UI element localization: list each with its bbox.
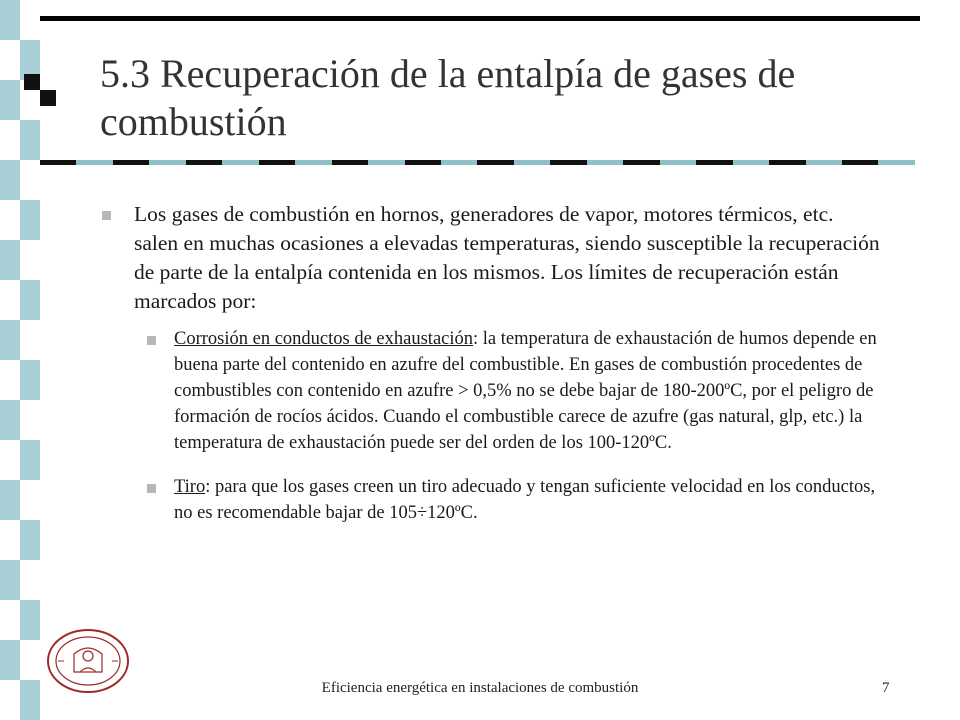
slide-content [100, 200, 880, 526]
divider-dash [878, 160, 914, 165]
divider-dash [733, 160, 769, 165]
divider-dash [769, 160, 805, 165]
page-number: 7 [882, 680, 890, 696]
divider-dash [405, 160, 441, 165]
strip-cell [0, 0, 40, 40]
divider-dash [587, 160, 623, 165]
strip-cell [0, 640, 40, 680]
divider-dash [259, 160, 295, 165]
sub-bullet-text: : la temperatura de exhaustación de humos depende en buena parte del contenido en azufre del combustible. En gases de combustión procedentes de combustibles con contenido en azufre > 0,5% no se debe bajar de 180-200ºC, por el peligro de formación de rocíos ácidos. Cuando el combustible carece de azufre (gas natural, glp, etc.) la temperatura de exhaustación puede ser del orden de los 100-120ºC. [174, 329, 877, 453]
divider-dash [222, 160, 258, 165]
divider-dash [696, 160, 732, 165]
divider-dash [149, 160, 185, 165]
divider-dash [514, 160, 550, 165]
strip-cell [0, 600, 40, 640]
strip-cell [0, 440, 40, 480]
sub-bullet-tiro [174, 474, 880, 526]
divider-dash [842, 160, 878, 165]
strip-cell [0, 200, 40, 240]
divider-dash [477, 160, 513, 165]
divider-dash [113, 160, 149, 165]
footer-title: Eficiencia energética en instalaciones de combustión [321, 680, 639, 696]
divider-dash [806, 160, 842, 165]
divider-dash [441, 160, 477, 165]
strip-cell [0, 400, 40, 440]
divider-dash [186, 160, 222, 165]
sub-bullet-term: Tiro [174, 477, 206, 497]
strip-cell [0, 160, 40, 200]
divider-dash [368, 160, 404, 165]
strip-cell [0, 360, 40, 400]
sub-bullet-term: Corrosión en conductos de exhaustación [174, 329, 474, 349]
strip-cell [0, 560, 40, 600]
divider-dash [332, 160, 368, 165]
square-bullet-icon [147, 336, 156, 345]
page-title: 5.3 Recuperación de la entalpía de gases de combustión [100, 51, 796, 144]
strip-cell [0, 320, 40, 360]
square-bullet-icon [102, 211, 111, 220]
strip-cell [0, 280, 40, 320]
intro-bullet [100, 200, 880, 316]
strip-cell [0, 120, 40, 160]
divider-dash [623, 160, 659, 165]
strip-cell [0, 240, 40, 280]
left-decorative-strip [0, 0, 40, 720]
divider-dash [550, 160, 586, 165]
sub-bullet-corrosion [174, 326, 880, 456]
divider-dash [295, 160, 331, 165]
divider-dash [660, 160, 696, 165]
strip-cell [0, 480, 40, 520]
top-rule [40, 16, 920, 21]
strip-cell [0, 520, 40, 560]
intro-text: Los gases de combustión en hornos, generadores de vapor, motores térmicos, etc. salen en muchas ocasiones a elevadas temperaturas, siendo susceptible la recuperación de parte de la entalpía contenida en los mismos. Los límites de recuperación están marcados por: [134, 202, 880, 313]
divider-dash [40, 160, 76, 165]
square-bullet-icon [147, 484, 156, 493]
title-divider [40, 160, 915, 165]
sub-bullet-text: : para que los gases creen un tiro adecuado y tengan suficiente velocidad en los conductos, no es recomendable bajar de 105÷120ºC. [174, 477, 876, 523]
divider-dash [76, 160, 112, 165]
